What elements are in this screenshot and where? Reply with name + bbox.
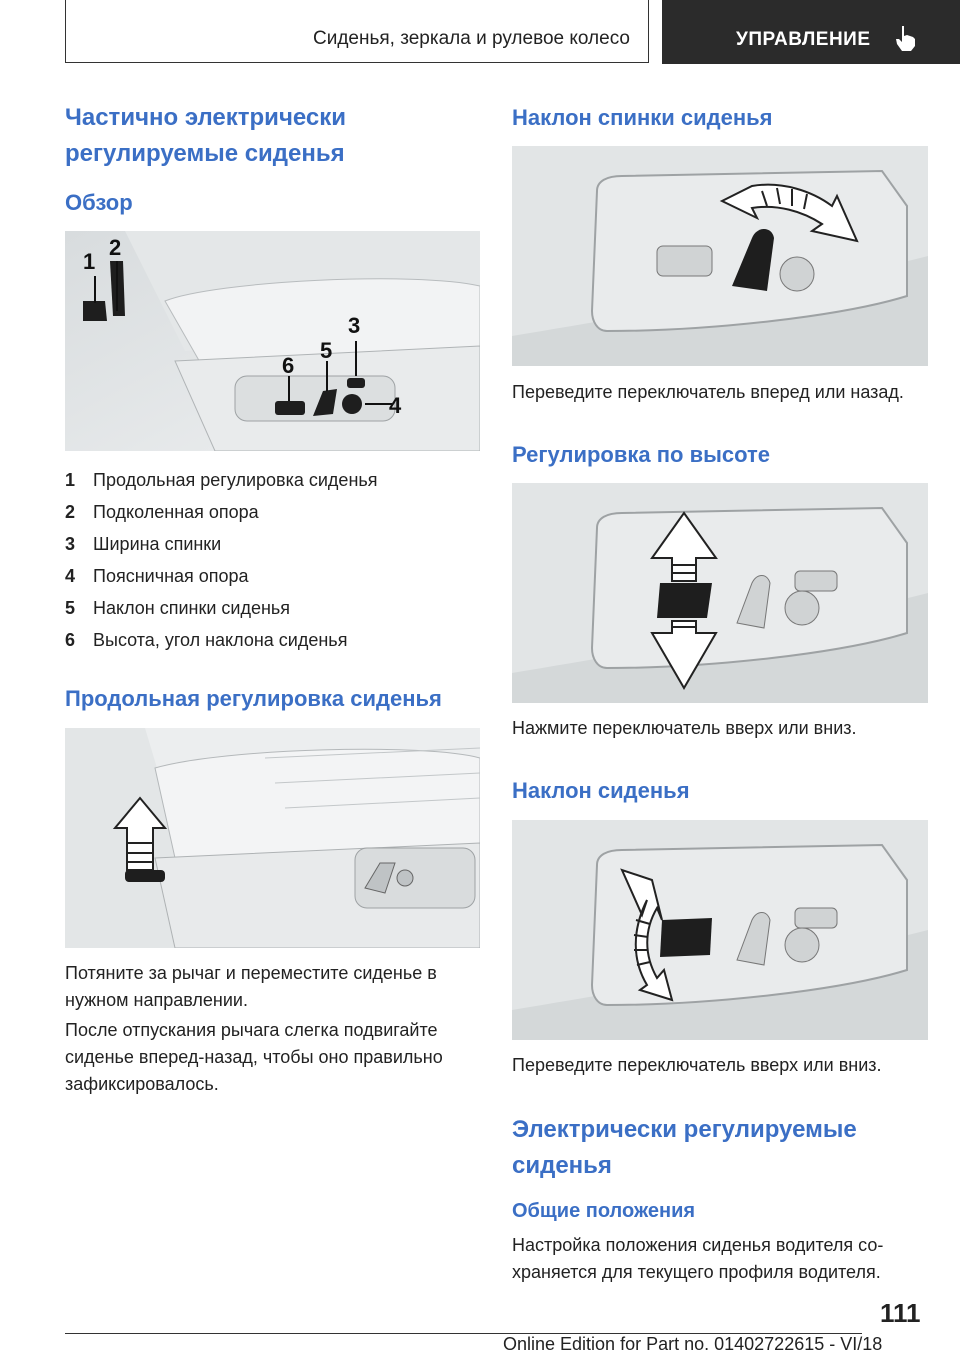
callout-6: 6 [282,353,295,378]
legend-item [65,464,465,496]
legend-text: Подколенная опора [93,501,259,522]
general-text: Настройка положения сиденья водителя со-храняется для текущего профиля водителя. [512,1235,884,1282]
seat-longitudinal-image [65,728,480,948]
page-title: Частично электрически регулируемые сиденья [65,104,347,167]
legend-text: Ширина спинки [93,533,222,554]
backrest-text: Переведите переключатель вперед или назад. [512,382,904,402]
legend-item [65,592,465,624]
header-chapter-title: УПРАВЛЕНИЕ [736,29,871,50]
legend-item [65,560,465,592]
legend-number: 1 [65,469,76,490]
legend-item [65,496,465,528]
legend-item [65,528,465,560]
legend-text: Высота, угол наклона сиденья [93,629,348,650]
legend-number: 4 [65,565,76,586]
legend-text: Наклон спинки сиденья [93,597,291,618]
tilt-text: Переведите переключатель вверх или вниз. [512,1055,882,1075]
header-chapter-tab[interactable] [662,0,960,64]
backrest-switch-image [512,146,928,366]
hand-pointer-icon [893,24,919,52]
edition-note: Online Edition for Part no. 01402722615 - VI/18 [503,1334,883,1354]
callout-5: 5 [320,338,333,363]
legend-number: 5 [65,597,76,618]
legend-text: Поясничная опора [93,565,249,586]
header-section-title: Сиденья, зеркала и рулевое колесо [313,28,630,49]
overview-heading: Обзор [65,190,133,215]
general-heading: Общие положения [512,1200,696,1222]
height-text: Нажмите переключатель вверх или вниз. [512,718,857,738]
legend-number: 3 [65,533,76,554]
legend-text: Продольная регулировка сиденья [93,469,378,490]
callout-2: 2 [109,235,122,260]
longitudinal-paragraph-1: Потяните за рычаг и переместите сиденье в нужном направлении. [65,963,437,1010]
callout-1: 1 [83,249,96,274]
height-switch-image [512,483,928,703]
tilt-heading: Наклон сиденья [512,778,690,803]
callout-4: 4 [389,393,402,418]
page-number: 111 [880,1298,921,1328]
tilt-switch-image [512,820,928,1040]
legend-item [65,624,465,656]
seat-overview-image [65,231,480,451]
electric-seats-heading: Электрически регулируемые сиденья [512,1116,857,1179]
longitudinal-paragraph-2: После отпускания рычага слегка подвигайте сиденье вперед-назад, чтобы оно правильно зафиксировалось. [65,1020,443,1094]
legend-number: 2 [65,501,76,522]
header-section-box [65,0,649,63]
backrest-heading: Наклон спинки сиденья [512,105,773,130]
height-heading: Регулировка по высоте [512,442,771,467]
legend-number: 6 [65,629,76,650]
callout-3: 3 [348,313,361,338]
longitudinal-heading: Продольная регулировка сиденья [65,686,442,711]
legend-list [65,464,465,656]
